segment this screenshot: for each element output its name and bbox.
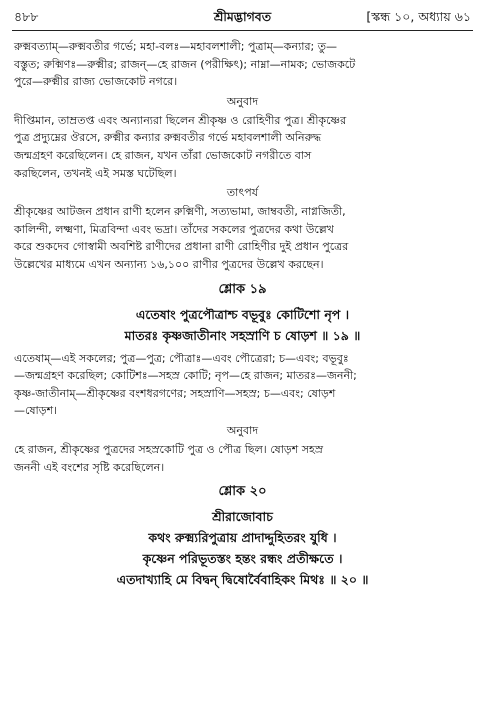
synonyms-line: বস্তুত; রুক্মিণঃ—রুক্মীর; রাজন্—হে রাজন (পরীক্ষিৎ); নাম্না—নামক; ভোজকটে	[14, 57, 356, 71]
verse-line: কৃষ্ণেন পরিভূতস্তং হন্তং রন্ধং প্রতীক্ষতে ।	[142, 551, 343, 567]
purport-line: কালিন্দী, লক্ষ্মণা, মিত্রবিন্দা এবং ভদ্রা। তাঁদের সকলের পুত্রদের কথা উল্লেখ	[14, 222, 334, 236]
synonyms-line: —ষোড়শ।	[14, 404, 58, 418]
verse-line: মাতরঃ কৃষ্ণজাতীনাং সহস্রাণি চ ষোড়শ ॥ ১৯ ॥	[124, 327, 361, 343]
purport-line: উল্লেখের মাধ্যমে এখন অন্যান্য ১৬,১০০ রাণীর পুত্রদের উল্লেখ করছেন।	[14, 257, 324, 271]
book-title: শ্রীমদ্ভাগবত	[213, 9, 272, 24]
translation-heading: অনুবাদ	[226, 94, 259, 108]
synonyms-line: এতেষাম্—এই সকলের; পুত্র—পুত্র; পৌত্রাঃ—এবং পৌত্রেরা; চ—এবং; বভূবুঃ	[14, 351, 349, 365]
header-rule	[12, 30, 473, 31]
verse-line: এতদাখ্যাহি মে বিদ্বন্ দ্বিষোর্বৈবাহিকং মিথঃ ॥ ২০ ॥	[116, 572, 369, 588]
verse-line: এতেষাং পুত্রপৌত্রাশ্চ বভূবুঃ কোটিশো নৃপ ।	[135, 306, 350, 322]
translation-line: জননী এই বংশের সৃষ্টি করেছিলেন।	[14, 460, 165, 474]
purport-line: শ্রীকৃষ্ণের আটজন প্রধান রাণী হলেন রুক্মিণী, সত্যভামা, জাম্ববতী, নাগ্নজিতী,	[14, 205, 346, 219]
synonyms-line: পুরে—রুক্মীর রাজ্য ভোজকোট নগরে।	[14, 75, 178, 89]
verse-heading: শ্লোক ১৯	[218, 281, 267, 297]
synonyms-line: —জন্মগ্রহণ করেছিল; কোটিশঃ—সহস্র কোটি; নৃপ—হে রাজন; মাতরঃ—জননী;	[14, 369, 357, 383]
verse-heading: শ্লোক ২০	[218, 484, 267, 500]
chapter-reference: [স্কন্ধ ১০, অধ্যায় ৬১	[366, 9, 471, 24]
translation-line: হে রাজন, শ্রীকৃষ্ণের পুত্রদের সহস্রকোটি পুত্র ও পৌত্র ছিল। ষোড়শ সহস্র	[14, 442, 323, 456]
translation-line: জন্মগ্রহণ করেছিলেন। হে রাজন, যখন তাঁরা ভোজকোট নগরীতে বাস	[14, 148, 312, 162]
purport-line: করে শুকদেব গোস্বামী অবশিষ্ট রাণীদের প্রধানা রাণী রোহিণীর দুই প্রধান পুত্রের	[14, 240, 349, 254]
translation-heading: অনুবাদ	[226, 423, 259, 437]
page-number: ৪৮৮	[14, 9, 39, 24]
verse-line: কথং রুক্ম্যরিপুত্রায় প্রাদাদ্দুহিতরং যুধি ।	[148, 530, 337, 546]
page-body	[14, 38, 471, 590]
page-header	[14, 9, 471, 29]
translation-line: দীপ্তিমান, তাম্রতপ্ত এবং অন্যান্যরা ছিলেন শ্রীকৃষ্ণ ও রোহিণীর পুত্র। শ্রীকৃষ্ণের	[14, 113, 347, 127]
purport-heading: তাৎপর্য	[226, 186, 259, 200]
synonyms-line: কৃষ্ণ-জাতীনাম্—শ্রীকৃষ্ণের বংশধরগণের; সহস্রাণি—সহস্র; চ—এবং; ষোড়শ	[14, 386, 336, 400]
verse-speaker: শ্রীরাজোবাচ	[212, 509, 273, 525]
translation-line: পুত্র প্রদ্যুম্নের ঔরসে, রুক্মীর কন্যার রুক্মবতীর গর্ভে মহাবলশালী অনিরুদ্ধ	[14, 131, 322, 145]
synonyms-line: রুক্মবত্যাম্—রুক্মবতীর গর্ভে; মহা-বলঃ—মহাবলশালী; পুত্রাম্—কন্যার; তু—	[14, 40, 337, 53]
translation-line: করছিলেন, তখনই এই সমস্ত ঘটেছিল।	[14, 166, 177, 180]
